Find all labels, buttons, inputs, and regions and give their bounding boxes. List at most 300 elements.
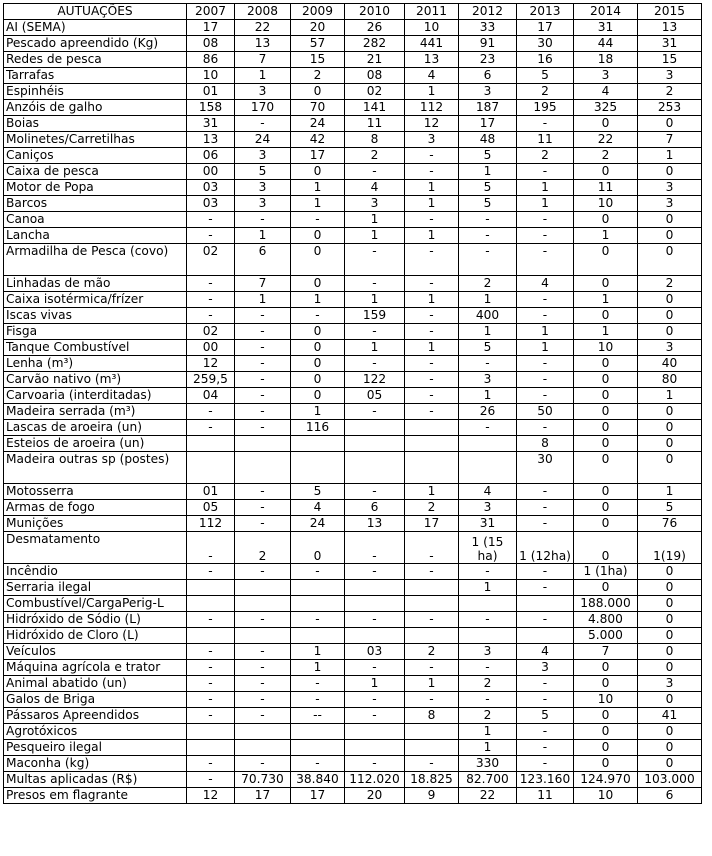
table-cell: -: [187, 227, 235, 243]
table-cell: 0: [574, 499, 638, 515]
table-cell: 10: [574, 195, 638, 211]
table-cell: -: [235, 355, 291, 371]
table-cell: 0: [638, 723, 702, 739]
table-cell: -: [517, 563, 574, 579]
table-cell: -: [517, 579, 574, 595]
table-cell: [405, 579, 459, 595]
column-header-year: 2010: [345, 4, 405, 20]
table-cell: 1: [638, 483, 702, 499]
table-row: [4, 371, 702, 387]
table-cell: -: [517, 227, 574, 243]
table-cell: -: [187, 675, 235, 691]
table-cell: 11: [574, 179, 638, 195]
table-cell: 4: [405, 67, 459, 83]
table-cell: 17: [517, 19, 574, 35]
table-cell: [291, 579, 345, 595]
table-cell: 4.800: [574, 611, 638, 627]
table-cell: 3: [235, 147, 291, 163]
table-cell: -: [517, 115, 574, 131]
row-label: Linhadas de mão: [4, 275, 187, 291]
table-cell: [345, 419, 405, 435]
table-cell: [291, 739, 345, 755]
table-cell: -: [291, 307, 345, 323]
table-cell: 1: [517, 339, 574, 355]
table-cell: 18: [574, 51, 638, 67]
table-cell: 8: [405, 707, 459, 723]
table-cell: [235, 627, 291, 643]
table-cell: 0: [638, 307, 702, 323]
table-cell: -: [517, 387, 574, 403]
row-label: Animal abatido (un): [4, 675, 187, 691]
table-cell: [187, 451, 235, 483]
table-cell: 21: [345, 51, 405, 67]
row-label: Barcos: [4, 195, 187, 211]
table-cell: 2: [459, 707, 517, 723]
table-cell: 1: [459, 723, 517, 739]
row-label: Carvão nativo (m³): [4, 371, 187, 387]
table-cell: -: [405, 531, 459, 563]
table-cell: 22: [574, 131, 638, 147]
table-cell: 158: [187, 99, 235, 115]
table-cell: [517, 627, 574, 643]
table-row: [4, 755, 702, 771]
table-cell: -: [187, 419, 235, 435]
table-cell: 0: [574, 387, 638, 403]
table-row: [4, 419, 702, 435]
table-cell: 116: [291, 419, 345, 435]
table-row: [4, 787, 702, 803]
table-cell: -: [235, 211, 291, 227]
table-cell: 0: [638, 435, 702, 451]
table-cell: 0: [574, 755, 638, 771]
table-cell: -: [517, 163, 574, 179]
table-cell: 2: [235, 531, 291, 563]
table-row: [4, 211, 702, 227]
table-cell: -: [235, 339, 291, 355]
table-cell: 08: [345, 67, 405, 83]
table-cell: -: [187, 563, 235, 579]
table-cell: 3: [638, 67, 702, 83]
table-cell: 122: [345, 371, 405, 387]
table-cell: [345, 595, 405, 611]
table-cell: [291, 595, 345, 611]
table-cell: [235, 579, 291, 595]
table-cell: [235, 595, 291, 611]
table-cell: 1: [235, 67, 291, 83]
table-row: [4, 451, 702, 483]
table-cell: 04: [187, 387, 235, 403]
row-label: Maconha (kg): [4, 755, 187, 771]
table-cell: 0: [638, 403, 702, 419]
table-cell: 3: [459, 643, 517, 659]
table-cell: 5: [459, 147, 517, 163]
table-cell: 5: [291, 483, 345, 499]
table-cell: -: [459, 563, 517, 579]
row-label: Motor de Popa: [4, 179, 187, 195]
table-cell: -: [235, 755, 291, 771]
table-cell: 6: [459, 67, 517, 83]
table-cell: 40: [638, 355, 702, 371]
table-cell: 70.730: [235, 771, 291, 787]
table-cell: 0: [291, 227, 345, 243]
row-label: Boias: [4, 115, 187, 131]
table-cell: 3: [517, 659, 574, 675]
row-label: Caixa de pesca: [4, 163, 187, 179]
table-cell: [235, 435, 291, 451]
table-row: [4, 243, 702, 275]
table-cell: [187, 723, 235, 739]
table-row: [4, 83, 702, 99]
table-cell: 0: [291, 387, 345, 403]
header-row: [4, 4, 702, 20]
table-cell: -: [459, 611, 517, 627]
table-cell: 1 (12ha): [517, 531, 574, 563]
table-cell: -: [459, 691, 517, 707]
table-cell: 11: [345, 115, 405, 131]
table-cell: 2: [517, 83, 574, 99]
table-cell: 03: [345, 643, 405, 659]
table-cell: 0: [574, 163, 638, 179]
table-cell: [405, 723, 459, 739]
table-cell: 82.700: [459, 771, 517, 787]
table-cell: 0: [574, 371, 638, 387]
table-cell: 2: [291, 67, 345, 83]
table-cell: 0: [574, 451, 638, 483]
column-header-autuacoes: AUTUAÇÕES: [4, 4, 187, 20]
table-cell: 0: [638, 659, 702, 675]
table-cell: [345, 739, 405, 755]
table-cell: -: [187, 403, 235, 419]
table-cell: 0: [638, 227, 702, 243]
table-cell: [345, 435, 405, 451]
table-cell: 15: [291, 51, 345, 67]
table-cell: 4: [291, 499, 345, 515]
table-cell: [235, 723, 291, 739]
table-cell: 24: [291, 515, 345, 531]
table-cell: -: [235, 403, 291, 419]
table-cell: -: [235, 643, 291, 659]
table-cell: 0: [574, 211, 638, 227]
table-cell: -: [291, 755, 345, 771]
table-cell: 0: [291, 339, 345, 355]
table-cell: -: [405, 691, 459, 707]
table-cell: 10: [187, 67, 235, 83]
table-cell: -: [517, 755, 574, 771]
table-cell: 0: [638, 451, 702, 483]
table-cell: -: [345, 691, 405, 707]
table-cell: [187, 435, 235, 451]
table-cell: 1: [405, 675, 459, 691]
table-cell: 12: [187, 787, 235, 803]
table-cell: 02: [187, 243, 235, 275]
row-label: Caixa isotérmica/frízer: [4, 291, 187, 307]
table-cell: -: [235, 611, 291, 627]
table-cell: -: [235, 115, 291, 131]
table-cell: 20: [345, 787, 405, 803]
table-row: [4, 403, 702, 419]
table-cell: -: [517, 211, 574, 227]
row-label: Máquina agrícola e trator: [4, 659, 187, 675]
table-cell: 0: [638, 739, 702, 755]
table-cell: 0: [638, 579, 702, 595]
table-row: [4, 323, 702, 339]
table-cell: 5: [459, 339, 517, 355]
row-label: Esteios de aroeira (un): [4, 435, 187, 451]
table-cell: -: [235, 707, 291, 723]
table-cell: 1 (15 ha): [459, 531, 517, 563]
column-header-year: 2008: [235, 4, 291, 20]
table-cell: 1: [405, 339, 459, 355]
table-cell: 17: [459, 115, 517, 131]
column-header-year: 2007: [187, 4, 235, 20]
table-cell: 441: [405, 35, 459, 51]
column-header-year: 2012: [459, 4, 517, 20]
table-cell: 1: [405, 483, 459, 499]
table-cell: -: [405, 403, 459, 419]
table-cell: 253: [638, 99, 702, 115]
table-row: [4, 355, 702, 371]
table-cell: 30: [517, 35, 574, 51]
table-cell: 05: [187, 499, 235, 515]
table-cell: 10: [574, 787, 638, 803]
table-cell: -: [517, 515, 574, 531]
table-cell: -: [459, 227, 517, 243]
table-cell: -: [187, 291, 235, 307]
table-cell: -: [405, 323, 459, 339]
table-row: [4, 627, 702, 643]
table-cell: 1: [291, 195, 345, 211]
table-cell: 11: [517, 131, 574, 147]
table-cell: 170: [235, 99, 291, 115]
table-cell: 0: [638, 627, 702, 643]
table-cell: 0: [574, 723, 638, 739]
table-cell: 31: [574, 19, 638, 35]
table-cell: 2: [638, 83, 702, 99]
table-cell: 187: [459, 99, 517, 115]
table-cell: 13: [187, 131, 235, 147]
table-cell: -: [235, 515, 291, 531]
table-cell: 33: [459, 19, 517, 35]
table-cell: 5: [517, 707, 574, 723]
table-cell: -: [235, 371, 291, 387]
table-cell: -: [405, 163, 459, 179]
table-cell: -: [517, 611, 574, 627]
table-row: [4, 163, 702, 179]
table-cell: [345, 579, 405, 595]
row-label: Redes de pesca: [4, 51, 187, 67]
row-label: Espinhéis: [4, 83, 187, 99]
table-cell: 86: [187, 51, 235, 67]
table-cell: 112.020: [345, 771, 405, 787]
table-cell: 0: [574, 435, 638, 451]
table-cell: 0: [574, 579, 638, 595]
table-cell: -: [187, 307, 235, 323]
row-label: Iscas vivas: [4, 307, 187, 323]
table-row: [4, 131, 702, 147]
table-cell: -: [345, 403, 405, 419]
table-cell: 02: [345, 83, 405, 99]
table-cell: 0: [291, 323, 345, 339]
table-cell: -: [187, 755, 235, 771]
table-cell: -: [405, 355, 459, 371]
table-cell: 06: [187, 147, 235, 163]
table-cell: [459, 435, 517, 451]
table-cell: [405, 435, 459, 451]
table-cell: 0: [574, 275, 638, 291]
table-cell: -: [517, 243, 574, 275]
table-row: [4, 499, 702, 515]
table-cell: -: [405, 307, 459, 323]
table-cell: -: [459, 659, 517, 675]
table-row: [4, 723, 702, 739]
table-cell: -: [187, 211, 235, 227]
table-cell: 1: [459, 739, 517, 755]
table-row: [4, 35, 702, 51]
table-cell: 3: [638, 179, 702, 195]
table-cell: -: [405, 371, 459, 387]
table-cell: 10: [405, 19, 459, 35]
table-cell: 1: [405, 291, 459, 307]
table-cell: 1: [345, 227, 405, 243]
table-row: [4, 675, 702, 691]
table-cell: [405, 595, 459, 611]
table-cell: 0: [638, 611, 702, 627]
table-cell: 3: [638, 675, 702, 691]
table-cell: 0: [638, 291, 702, 307]
table-cell: 3: [235, 83, 291, 99]
table-cell: -: [187, 771, 235, 787]
table-cell: 0: [638, 755, 702, 771]
table-cell: 0: [638, 243, 702, 275]
table-cell: 0: [291, 163, 345, 179]
table-cell: 3: [574, 67, 638, 83]
table-cell: 50: [517, 403, 574, 419]
table-cell: [405, 739, 459, 755]
table-cell: -: [459, 419, 517, 435]
row-label: Hidróxido de Cloro (L): [4, 627, 187, 643]
table-row: [4, 691, 702, 707]
table-cell: 24: [291, 115, 345, 131]
table-cell: 11: [517, 787, 574, 803]
table-row: [4, 595, 702, 611]
table-cell: 1: [405, 227, 459, 243]
table-cell: -: [291, 691, 345, 707]
table-cell: 0: [574, 307, 638, 323]
table-cell: 9: [405, 787, 459, 803]
table-cell: [187, 627, 235, 643]
table-cell: 0: [291, 531, 345, 563]
table-cell: 0: [638, 691, 702, 707]
table-cell: -: [405, 147, 459, 163]
table-cell: 1: [638, 387, 702, 403]
table-cell: -: [187, 707, 235, 723]
table-cell: 1(19): [638, 531, 702, 563]
table-cell: 22: [235, 19, 291, 35]
table-row: [4, 99, 702, 115]
table-cell: 1: [459, 387, 517, 403]
table-cell: [345, 627, 405, 643]
table-cell: -: [517, 499, 574, 515]
table-cell: -: [405, 659, 459, 675]
table-cell: 3: [459, 83, 517, 99]
table-cell: -: [291, 563, 345, 579]
row-label: Serraria ilegal: [4, 579, 187, 595]
table-cell: 38.840: [291, 771, 345, 787]
row-label: AI (SEMA): [4, 19, 187, 35]
table-cell: -: [187, 691, 235, 707]
table-cell: 1: [345, 211, 405, 227]
table-cell: 1: [517, 323, 574, 339]
table-cell: 1: [405, 195, 459, 211]
table-cell: 1: [405, 179, 459, 195]
table-cell: -: [235, 419, 291, 435]
table-cell: 0: [291, 83, 345, 99]
table-cell: 159: [345, 307, 405, 323]
row-label: Lancha: [4, 227, 187, 243]
table-cell: -: [517, 691, 574, 707]
table-cell: 2: [638, 275, 702, 291]
table-cell: 03: [187, 195, 235, 211]
table-cell: 42: [291, 131, 345, 147]
table-cell: [235, 739, 291, 755]
table-cell: -: [517, 355, 574, 371]
table-row: [4, 51, 702, 67]
table-cell: 2: [405, 643, 459, 659]
row-label: Pescado apreendido (Kg): [4, 35, 187, 51]
row-label: Carvoaria (interditadas): [4, 387, 187, 403]
table-row: [4, 227, 702, 243]
table-cell: 5: [517, 67, 574, 83]
table-cell: -: [345, 483, 405, 499]
table-cell: 5.000: [574, 627, 638, 643]
column-header-year: 2009: [291, 4, 345, 20]
table-cell: 0: [574, 675, 638, 691]
table-cell: -: [235, 387, 291, 403]
table-row: [4, 515, 702, 531]
table-cell: 195: [517, 99, 574, 115]
table-cell: 1: [459, 291, 517, 307]
table-cell: 400: [459, 307, 517, 323]
table-cell: 4: [517, 275, 574, 291]
table-cell: 3: [235, 179, 291, 195]
row-label: Munições: [4, 515, 187, 531]
row-label: Madeira serrada (m³): [4, 403, 187, 419]
table-cell: 112: [405, 99, 459, 115]
table-cell: 0: [574, 419, 638, 435]
table-cell: 0: [291, 355, 345, 371]
table-cell: -: [345, 323, 405, 339]
row-label: Pesqueiro ilegal: [4, 739, 187, 755]
table-cell: 5: [638, 499, 702, 515]
table-cell: -: [187, 643, 235, 659]
table-cell: 0: [574, 355, 638, 371]
table-cell: 26: [459, 403, 517, 419]
table-cell: [459, 627, 517, 643]
table-cell: 41: [638, 707, 702, 723]
table-cell: --: [291, 707, 345, 723]
row-label: Motosserra: [4, 483, 187, 499]
table-cell: 03: [187, 179, 235, 195]
table-cell: -: [517, 371, 574, 387]
table-cell: -: [517, 483, 574, 499]
row-label: Madeira outras sp (postes): [4, 451, 187, 483]
table-row: [4, 115, 702, 131]
table-cell: 259,5: [187, 371, 235, 387]
table-cell: [291, 435, 345, 451]
table-cell: 1: [345, 339, 405, 355]
table-cell: 0: [574, 483, 638, 499]
table-cell: 10: [574, 691, 638, 707]
